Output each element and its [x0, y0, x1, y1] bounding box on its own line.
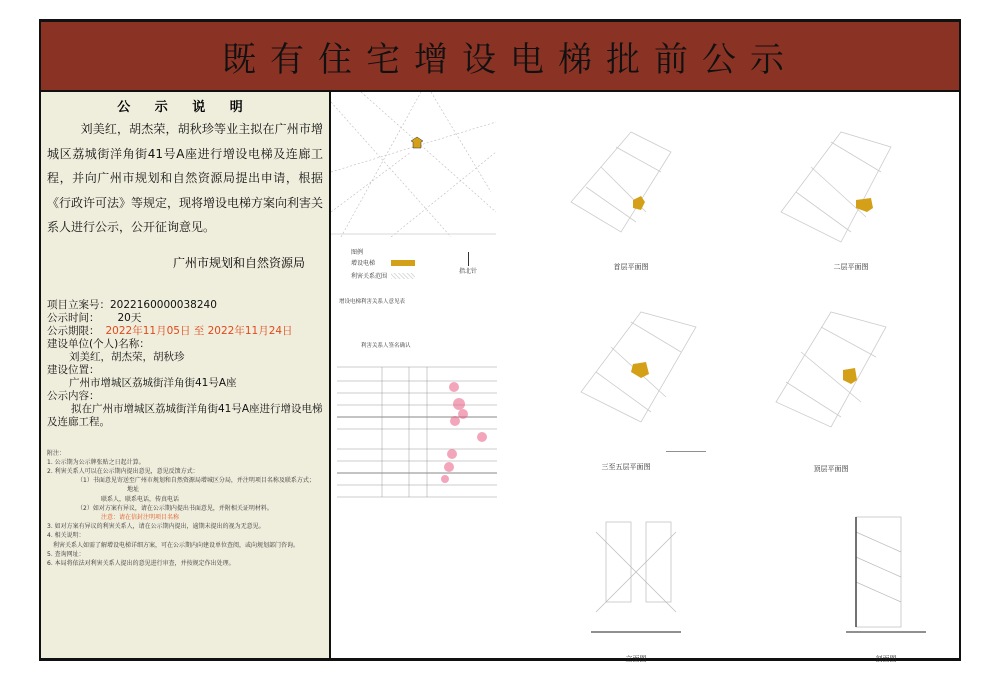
section-drawing: 剖面图	[836, 502, 936, 672]
floor-plan-icon	[561, 122, 701, 252]
project-info	[47, 299, 323, 429]
notice-signature: 广州市规划和自然资源局	[172, 255, 305, 270]
north-arrow: 指北针	[459, 252, 477, 275]
note-line: 利害关系人如需了解增设电梯详细方案，可在公示期内向建设单位查阅，或向规划部门咨询。	[53, 541, 300, 549]
note-line: 5. 查询网址：	[47, 550, 85, 558]
content: 拟在广州市增城区荔城街洋角街41号A座进行增设电梯及连廊工程。	[47, 402, 323, 428]
site-map-icon	[331, 92, 496, 237]
site-legend: 图例 增设电梯 利害关系范围	[351, 247, 415, 280]
project-no: 2022160000038240	[110, 298, 217, 311]
builder-label: 建设单位(个人)名称：	[47, 337, 150, 350]
plan-drawing-3: 三至五层平面图	[571, 302, 711, 482]
note-line: 3. 如对方案有异议的利害关系人，请在公示期内提出，逾期未提出的视为无意见。	[47, 523, 265, 531]
note-line: 地址	[127, 486, 140, 494]
elevation-icon	[586, 502, 686, 642]
plan-drawing-2: 二层平面图	[771, 122, 911, 282]
consent-table	[337, 359, 497, 499]
notice-board	[39, 19, 961, 661]
title-banner	[41, 22, 959, 92]
note-line: （2）如对方案有异议，请在公示期内提出书面意见，并附相关证明材料。	[77, 504, 273, 512]
elevator-swatch	[391, 260, 415, 266]
notice-body: 刘美红，胡杰荣，胡秋珍等业主拟在广州市增城区荔城街洋角街41号A座进行增设电梯及连廊工程，并向广州市规划和自然资源局提出申请，根据《行政许可法》等规定，现将增设电梯方案向利害关系人进行公示，公开征询意见。	[47, 122, 324, 234]
note-line: 2. 利害关系人可以在公示期内提出意见，意见反馈方式：	[47, 467, 199, 475]
period: 2022年11月05日 至 2022年11月24日	[105, 324, 293, 337]
duration: 20天	[117, 311, 142, 324]
consent-table-panel: 增设电梯利害关系人意见表 利害关系人签名确认	[331, 297, 501, 492]
duration-label: 公示时间：	[47, 311, 100, 324]
note-line: 联系人，联系电话，传真电话	[101, 495, 180, 503]
notice-title: 公 示 说 明	[117, 100, 253, 115]
north-arrow-icon	[468, 252, 469, 266]
note-line: 6. 本局将依法对利害关系人提出的意见进行审查，并按规定作出处理。	[47, 559, 235, 567]
content-label: 公示内容：	[47, 389, 100, 402]
page-title: 既有住宅增设电梯批前公示	[222, 39, 798, 80]
builder: 刘美红，胡杰荣，胡秋珍	[69, 350, 185, 363]
note-line: （1）书面意见寄送至广州市规划和自然资源局增城区分局，并注明项目名称及联系方式；	[77, 477, 315, 485]
notes-heading: 附注：	[47, 449, 66, 457]
plan-drawing-1: 首层平面图	[561, 122, 701, 282]
elevation-drawing: 立面图	[586, 502, 686, 672]
drawings-panel	[331, 92, 959, 663]
site-plan	[331, 92, 496, 307]
floor-plan-icon	[771, 302, 911, 442]
notes	[47, 449, 323, 569]
note-line: 4. 相关说明：	[47, 532, 85, 540]
floor-plan-icon	[571, 302, 711, 452]
project-no-label: 项目立案号：	[47, 298, 110, 311]
plan-drawing-4: 顶层平面图	[771, 302, 911, 482]
period-label: 公示期限：	[47, 324, 100, 337]
location-label: 建设位置：	[47, 363, 100, 376]
floor-plan-icon	[771, 122, 911, 252]
note-line: 1. 公示期为公示牌张贴之日起计算。	[47, 458, 145, 466]
range-swatch	[391, 273, 415, 279]
notice-panel	[41, 92, 331, 658]
note-highlight: 注意：请在信封注明项目名称	[101, 513, 180, 521]
location: 广州市增城区荔城街洋角街41号A座	[69, 376, 237, 389]
section-icon	[836, 502, 936, 642]
